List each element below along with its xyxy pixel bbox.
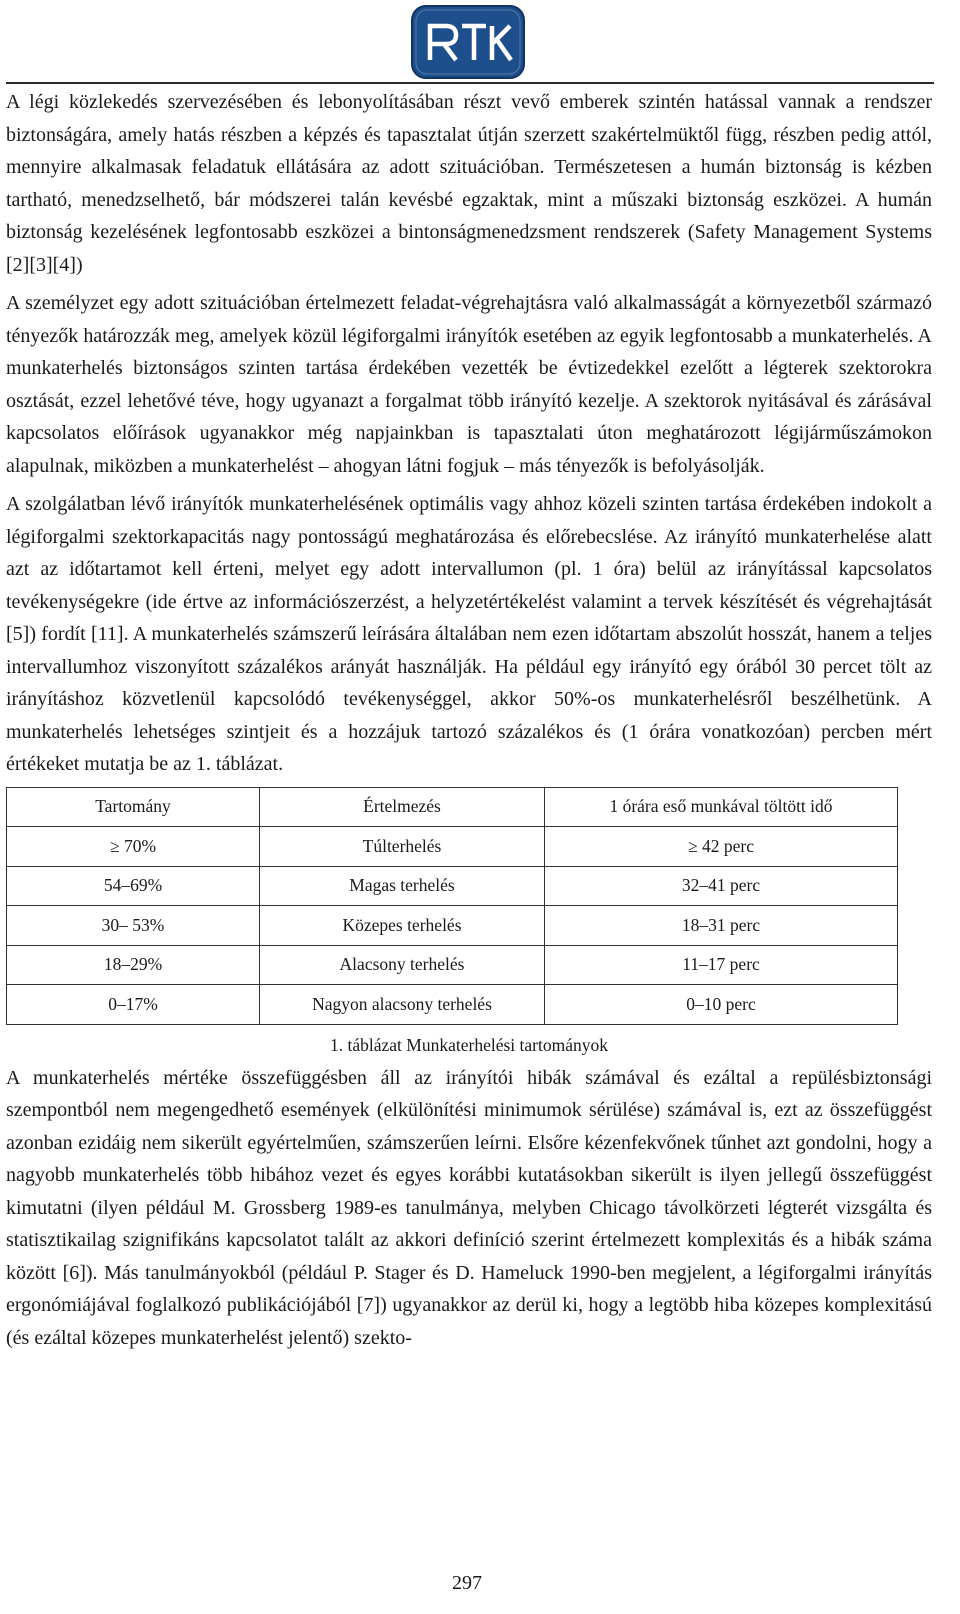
paragraph: A szolgálatban lévő irányítók munkaterhelésének optimális vagy ahhoz közeli szinten tartása érdekében indokolt a légiforgalmi szektorkapacitás nagy pontosságú meghatározása és előrebecslése. Az irányító munkaterhelése alatt azt az időtartamot kell érteni, melyet egy adott intervallumon (pl. 1 óra) belül az irányítással kapcsolatos tevékenységekre (ide értve az információszerzést, a helyzetértékelést valamint a tervek készítését és végrehajtását [5]) fordít [11]. A munkaterhelés számszerű leírására általában nem ezen időtartam abszolút hosszát, hanem a teljes intervallumhoz viszonyított százalékos arányát használják. Ha például egy irányító egy órából 30 percet tölt az irányításhoz közvetlenül kapcsolódó tevékenységgel, akkor 50%-os munkaterhelésről beszélhetünk. A munkaterhelés lehetséges szintjeit és a hozzájuk tartozó százalékos és (1 órára vonatkozóan) percben mért értékeket mutatja be az 1. táblázat.: [6, 493, 932, 775]
header-rule: [6, 82, 934, 84]
table-cell: 18–31 perc: [545, 906, 898, 946]
table-cell: 11–17 perc: [545, 945, 898, 985]
table-cell: Alacsony terhelés: [260, 945, 545, 985]
table-cell: Nagyon alacsony terhelés: [260, 985, 545, 1025]
table-caption: 1. táblázat Munkaterhelési tartományok: [330, 1034, 608, 1055]
table-cell: 0–17%: [7, 985, 260, 1025]
page-number: 297: [452, 1572, 482, 1594]
paragraph: A légi közlekedés szervezésében és lebonyolításában részt vevő emberek szintén hatással vannak a rendszer biztonságára, amely hatás részben a képzés és tapasztalat útján szerzett szakértelmüktől függ, részben pedig attól, mennyire alkalmasak feladatuk ellátására az adott szituációban. Természetesen a humán biztonság is kézben tartható, menedzselhető, bár módszerei talán kevésbé egzaktak, mint a műszaki biztonság eszközei. A humán biztonság kezelésének legfontosabb eszközei a bintonságmenedzsment rendszerek (Safety Management Systems [2][3][4]): [6, 91, 932, 276]
table-row: [7, 945, 898, 985]
table-cell: 0–10 perc: [545, 985, 898, 1025]
table-cell: 54–69%: [7, 866, 260, 906]
table-cell: 18–29%: [7, 945, 260, 985]
table-row: [7, 866, 898, 906]
paragraph: A személyzet egy adott szituációban értelmezett feladat-végrehajtásra való alkalmasságát a környezetből származó tényezők határozzák meg, amelyek közül légiforgalmi irányítók esetében az egyik legfontosabb a munkaterhelés. A munkaterhelés biztonságos szinten tartása érdekében vezették be évtizedekkel ezelőtt a légterek szektorokra osztását, ezzel lehetővé téve, hogy ugyanazt a forgalmat több irányító kezelje. A szektorok nyitásával és zárásával kapcsolatos előírások ugyanakkor még napjainkban is tapasztalati úton meghatározott légijárműszámokon alapulnak, miközben a munkaterhelést – ahogyan látni fogjuk – más tényezők is befolyásolják.: [6, 292, 932, 477]
page-content: [6, 86, 932, 1360]
table-header-row: [7, 787, 898, 827]
table-row: [7, 827, 898, 867]
table-row: [7, 985, 898, 1025]
table-header: Tartomány: [7, 787, 260, 827]
table-cell: 30– 53%: [7, 906, 260, 946]
table-cell: Magas terhelés: [260, 866, 545, 906]
table-cell: ≥ 70%: [7, 827, 260, 867]
paragraph: A munkaterhelés mértéke összefüggésben áll az irányítói hibák számával és ezáltal a repülésbiztonsági szempontból nem megengedhető események (elkülönítési minimumok sérülése) számával is, ezt az összefüggést azonban ezidáig nem sikerült egyértelműen, számszerűen leírni. Elsőre kézenfekvőnek tűnhet azt gondolni, hogy a nagyobb munkaterhelés több hibához vezet és egyes korábbi kutatásokban sikerült is ilyen jellegű összefüggést kimutatni (ilyen például M. Grossberg 1989-es tanulmánya, melyben Chicago távolkörzeti légterét vizsgálta és statisztikailag szignifikáns kapcsolatot talált az akkori definíció szerint értelmezett komplexitás és a hibák száma között [6]). Más tanulmányokból (például P. Stager és D. Hameluck 1990-ben megjelent, a légiforgalmi irányítás ergonómiájával foglalkozó publikációjából [7]) ugyanakkor az derül ki, hogy a legtöbb hiba közepes komplexitású (és ezáltal közepes munkaterhelést jelentő) szekto-: [6, 1066, 932, 1349]
table-row: [7, 906, 898, 946]
table-header: 1 órára eső munkával töltött idő: [545, 787, 898, 827]
workload-table: [6, 787, 898, 1025]
table-cell: 32–41 perc: [545, 866, 898, 906]
rtk-logo: [410, 4, 526, 80]
table-cell: ≥ 42 perc: [545, 827, 898, 867]
table-cell: Közepes terhelés: [260, 906, 545, 946]
table-header: Értelmezés: [260, 787, 545, 827]
table-cell: Túlterhelés: [260, 827, 545, 867]
